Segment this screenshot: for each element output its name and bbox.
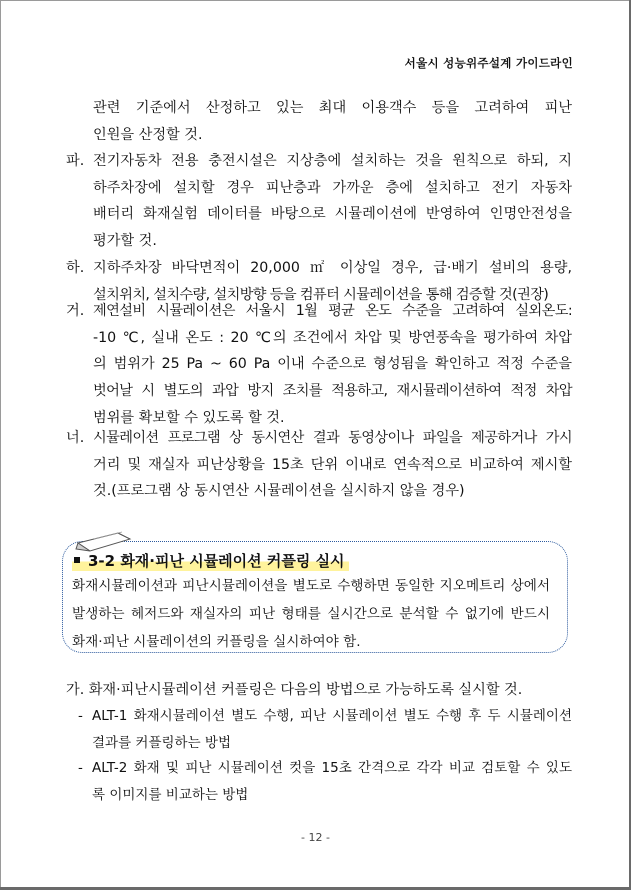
running-header: 서울시 성능위주설계 가이드라인 (404, 56, 573, 70)
paragraph-line: 평가할 것. (93, 233, 157, 250)
dash-marker: - (78, 708, 83, 724)
section-heading (72, 550, 349, 571)
paragraph-line: 벗어날 시 별도의 과압 방지 조치를 적용하고, 재시뮬레이션하여 적정 차압 (93, 383, 572, 400)
page-border-left (0, 0, 1, 890)
coupling-method-intro: 가. 화재·피난시뮬레이션 커플링은 다음의 방법으로 가능하도록 실시할 것. (66, 682, 523, 698)
paragraph-line: 배터리 화재실험 데이터를 바탕으로 시뮬레이션에 반영하여 인명안전성을 (93, 206, 572, 223)
paragraph-line: 것.(프로그램 상 동시연산 시뮬레이션을 실시하지 않을 경우) (93, 483, 465, 500)
page-number: - 12 - (301, 831, 330, 844)
paragraph-line: 범위를 확보할 수 있도록 할 것. (93, 409, 285, 426)
item-marker: 너. (66, 430, 85, 446)
item-marker: 하. (66, 260, 85, 276)
summary-line: 화재·피난 시뮬레이션의 커플링을 실시하여야 함. (72, 634, 361, 650)
summary-line: 화재시뮬레이션과 피난시뮬레이션을 별도로 수행하면 동일한 지오메트리 상에서 (72, 578, 550, 594)
item-marker: 거. (66, 303, 85, 319)
section-summary (72, 572, 550, 656)
dash-marker: - (78, 760, 83, 776)
paragraph-line: -10 ℃, 실내 온도 : 20 ℃의 조건에서 차압 및 방연풍속을 평가하여 차압 (93, 329, 572, 346)
paragraph-line: 설치위치, 설치수량, 설치방향 등을 컴퓨터 시뮬레이션을 통해 검증할 것(권장) (93, 286, 549, 303)
list-line: ALT-2 화재 및 피난 시뮬레이션 컷을 15초 간격으로 각각 비교 검토할 수 있도 (92, 760, 572, 776)
page-border-top (0, 0, 631, 1)
paragraph-line: 의 범위가 25 Pa ~ 60 Pa 이내 수준으로 형성됨을 확인하고 적정 수준을 (93, 356, 572, 373)
list-line: 록 이미지를 비교하는 방법 (92, 786, 249, 803)
alt-2-item (78, 755, 572, 808)
alt-1-item (78, 703, 572, 756)
section-heading-text: 3-2 화재·피난 시뮬레이션 커플링 실시 (88, 552, 345, 570)
summary-line: 발생하는 헤저드와 재실자의 피난 형태를 실시간으로 분석할 수 없기에 반드시 (72, 606, 550, 622)
paragraph-line: 제연설비 시뮬레이션은 서울시 1월 평균 온도 수준을 고려하여 실외온도: (93, 303, 572, 319)
item-marker: 파. (66, 153, 85, 169)
paragraph-line: 시뮬레이션 프로그램 상 동시연산 결과 동영상이나 파일을 제공하거나 가시 (93, 430, 572, 446)
item-geo (66, 298, 572, 432)
paragraph-line: 전기자동차 전용 충전시설은 지상층에 설치하는 것을 원칙으로 하되, 지 (93, 153, 572, 169)
paragraph-continued (66, 95, 572, 148)
square-bullet-icon (74, 557, 80, 563)
paragraph-line: 관련 기준에서 산정하고 있는 최대 이용객수 등을 고려하여 피난 (93, 100, 572, 116)
item-neo (66, 425, 572, 505)
list-line: 결과를 커플링하는 방법 (92, 734, 231, 751)
paragraph-line: 하주차장에 설치할 경우 피난층과 가까운 층에 설치하고 전기 자동차 (93, 179, 572, 196)
paragraph-line: 거리 및 재실자 피난상황을 15초 단위 이내로 연속적으로 비교하여 제시할 (93, 456, 572, 473)
paragraph-line: 지하주차장 바닥면적이 20,000 ㎡ 이상일 경우, 급·배기 설비의 용량, (93, 260, 572, 276)
item-pa (66, 148, 572, 255)
paragraph-line: 인원을 산정할 것. (93, 126, 203, 143)
list-line: ALT-1 화재시뮬레이션 별도 수행, 피난 시뮬레이션 별도 수행 후 두 시뮬레이션 (92, 708, 572, 724)
